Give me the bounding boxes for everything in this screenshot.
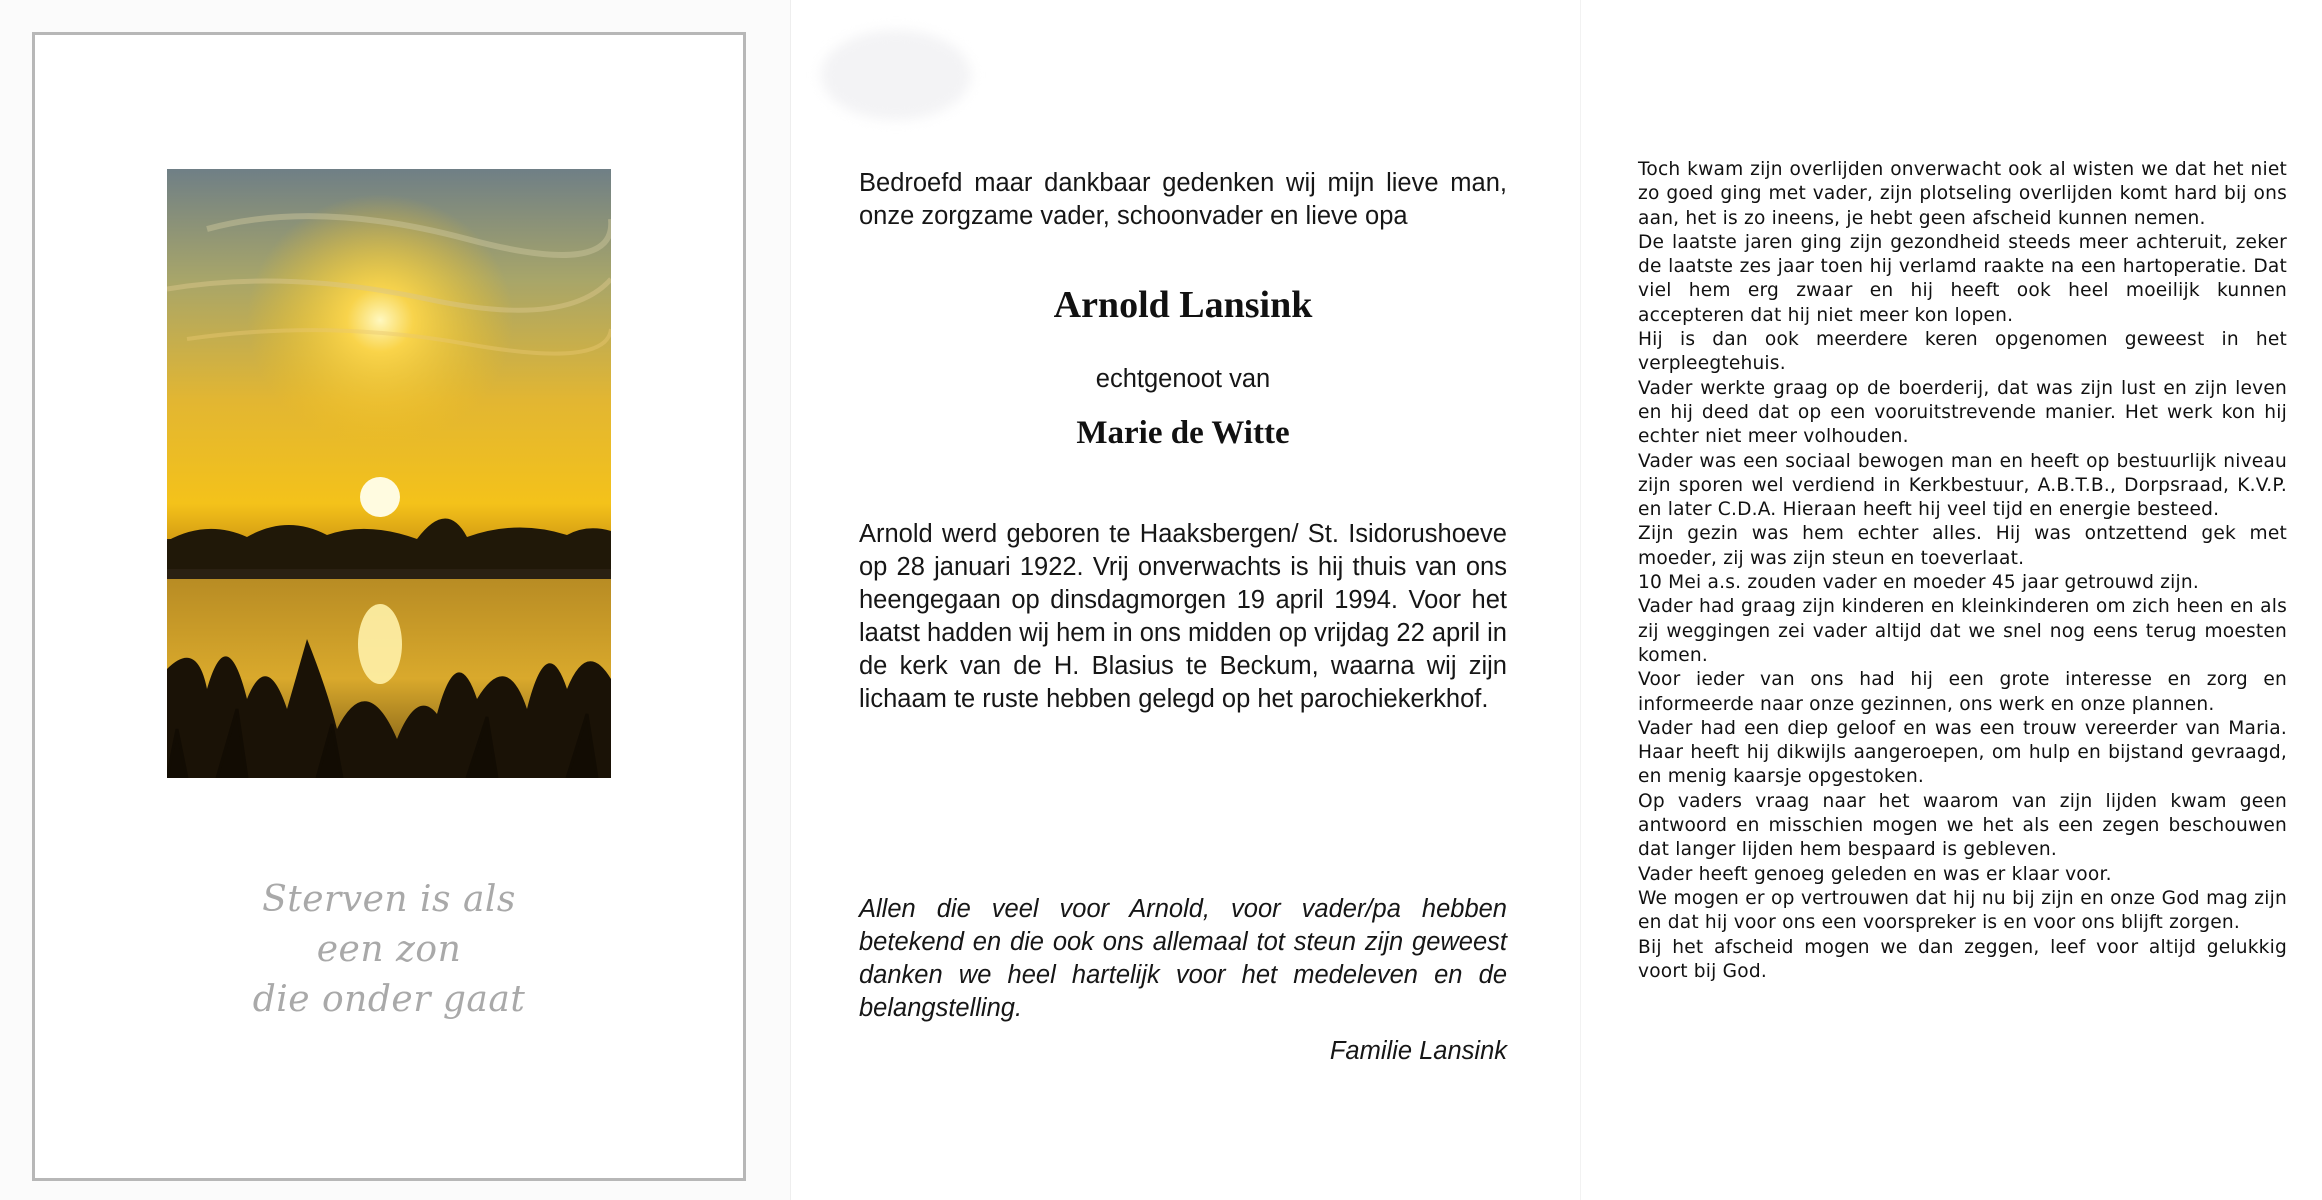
memorial-paragraph: Vader had graag zijn kinderen en kleinkinderen om zich heen en als zij weggingen zei vader altijd dat we snel nog eens terug moesten komen. [1638, 596, 2287, 666]
memorial-paragraph: We mogen er op vertrouwen dat hij nu bij zijn en onze God mag zijn en dat hij voor ons een voorspreker is en voor ons blijft zorgen. [1638, 887, 2287, 934]
sunset-photo [167, 169, 611, 778]
card-front-panel [0, 0, 790, 1200]
memorial-paragraph: De laatste jaren ging zijn gezondheid steeds meer achteruit, zeker de laatste zes jaar toen hij verlamd raakte na een hartoperatie. Dat viel hem erg zwaar en hij heeft ook heel moeilijk kunnen accepteren dat hij niet meer kon lopen. [1638, 231, 2287, 326]
memorial-text-panel [1580, 0, 2322, 1200]
memorial-paragraph: Op vaders vraag naar het waarom van zijn lijden kwam geen antwoord en misschien mogen we het als een zegen beschouwen dat langer lijden hem bespaard is gebleven. [1638, 790, 2287, 861]
memorial-paragraph: Vader werkte graag op de boerderij, dat was zijn lust en zijn leven en hij deed dat op een vooruitstrevende manier. Het werk kon hij echter niet meer volhouden. [1638, 377, 2287, 448]
memorial-paragraph: Hij is dan ook meerdere keren opgenomen geweest in het verpleegtehuis. [1638, 329, 2287, 375]
sunset-over-lake-image [167, 169, 611, 778]
paper-smudge [821, 30, 971, 120]
memorial-paragraph: Vader had een diep geloof en was een trouw vereerder van Maria. Haar heeft hij dikwijls aangeroepen, om hulp en bijstand gevraagd, en menig kaarsje opgestoken. [1638, 717, 2287, 788]
memorial-paragraph: Vader heeft genoeg geleden en was er klaar voor. [1638, 863, 2112, 885]
announcement-panel [790, 0, 1581, 1200]
memorial-paragraph: Voor ieder van ons had hij een grote interesse en zorg en informeerde naar onze gezinnen, ons werk en onze plannen. [1638, 669, 2287, 715]
spouse-name: Marie de Witte [1076, 415, 1290, 451]
card-frame [32, 32, 746, 1181]
memorial-paragraph: Bij het afscheid mogen we dan zeggen, leef voor altijd gelukkig voort bij God. [1638, 936, 2287, 982]
memorial-paragraph: Vader was een sociaal bewogen man en heeft op bestuurlijk niveau zijn sporen wel verdiend in Kerkbestuur, A.B.T.B., Dorpsraad, K.V.P. en later C.D.A. Hieraan heeft hij veel tijd en energie besteed. [1638, 450, 2287, 521]
poem-line: die onder gaat [252, 979, 526, 1020]
deceased-name: Arnold Lansink [1053, 284, 1313, 326]
memorial-paragraph: 10 Mei a.s. zouden vader en moeder 45 jaar getrouwd zijn. [1638, 572, 2199, 594]
memorial-text [1638, 158, 2287, 984]
thanks-text: Allen die veel voor Arnold, voor vader/pa hebben betekend en die ook ons allemaal tot steun zijn geweest danken we heel hartelijk voor het medeleven en de belangstelling. [859, 895, 1507, 1022]
memorial-paragraph: Zijn gezin was hem echter alles. Hij was ontzettend gek met moeder, zij was zijn steun en toeverlaat. [1638, 523, 2287, 569]
memorial-paragraph: Toch kwam zijn overlijden onverwacht ook al wisten we dat het niet zo goed ging met vader, zijn plotseling overlijden komt hard bij ons aan, het is zo ineens, je hebt geen afscheid kunnen nemen. [1638, 159, 2287, 229]
poem-line: een zon [316, 929, 462, 970]
intro-text: Bedroefd maar dankbaar gedenken wij mijn lieve man, onze zorgzame vader, schoonvader en lieve opa [859, 169, 1507, 230]
biography-text: Arnold werd geboren te Haaksbergen/ St. Isidorushoeve op 28 januari 1922. Vrij onverwachts is hij thuis van ons heengegaan op dinsdagmorgen 19 april 1994. Voor het laatst hadden wij hem in ons midden op vrijdag 22 april in de kerk van de H. Blasius te Beckum, waarna wij zijn lichaam te ruste hebben gelegd op het parochiekerkhof. [859, 520, 1507, 713]
spouse-label: echtgenoot van [1095, 365, 1271, 393]
poem-text [35, 875, 743, 1025]
family-signature: Familie Lansink [1329, 1037, 1507, 1065]
poem-line: Sterven is als [262, 879, 516, 920]
